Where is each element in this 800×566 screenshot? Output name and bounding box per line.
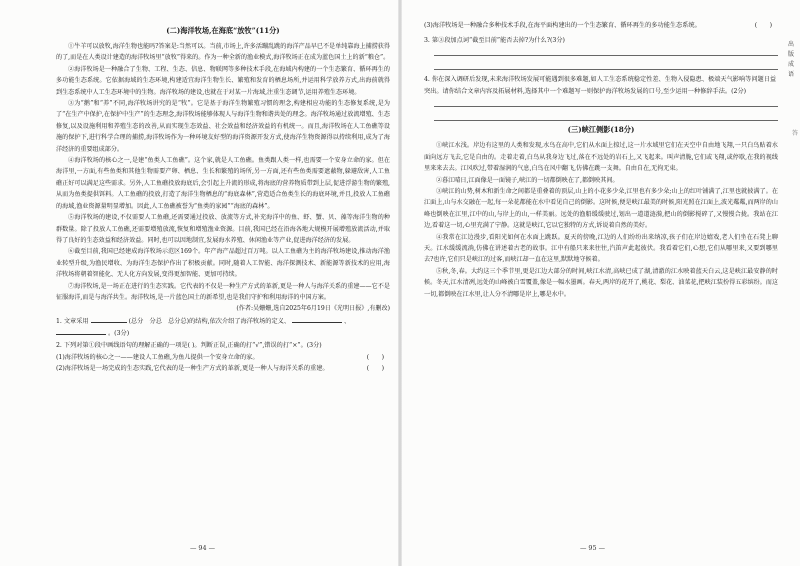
- paragraph-7: ⑦海洋牧场,是一场正在进行的生态实践。它代表的不仅是一种生产方式的革新,更是一种人与海洋关系的重建——它不是征服海洋,而是与海洋共生。海洋牧场,是一片蓝色国土的新希望,也是我们守护和利用海洋的中国方案。: [56, 282, 390, 301]
- side-mark-3: 成: [787, 61, 794, 68]
- right-paragraph-4: ④我常在江边漫步,看阳光如何在水面上跳跃。夏天的傍晚,江边的人们纷纷出来纳凉,孩子们在岸边嬉戏,老人们坐在石凳上聊天。江水缓缓流淌,仿佛在讲述着古老的故事。江中有船只来来往往,汽笛声此起彼伏。我看着它们,心想,它们从哪里来,又要到哪里去?也许,它们只是峡江的过客,而峡江却一直在这里,默默地守候着。: [424, 233, 778, 264]
- question-1-text-c: 、: [343, 317, 351, 325]
- section-title-left: (二)海洋牧场,在海底“放牧”(11分): [166, 26, 280, 35]
- answer-line-q3-1[interactable]: [434, 46, 778, 56]
- right-paragraph-5: ⑤秋,冬,春。大约这三个季节里,更是江边大部分的时间,峡江水清,高峡已成了湖,清澈的江水映着蓝天白云,这是峡江最安静的时候。冬天,江水清冽,远处的山峰被白雪覆盖,像是一幅水墨画。春天,两岸的花开了,桃花、梨花、油菜花,把峡江装扮得五彩缤纷。而这一切,都倒映在江水里,让人分不清哪是岸上,哪是水中。: [424, 267, 778, 298]
- question-4: 4. 你在深入调研后发现,未来海洋牧场发展可能遇到很多难题,如人工生态系统稳定性差、生物入侵隐患、极端天气影响等问题日益突出。请你结合文章内容及拓展材料,选择其中一个难题写一则保护海洋牧场发展的口号,至少运用一种修辞手法。(2分): [424, 76, 777, 95]
- side-mark-4: 语: [787, 71, 794, 78]
- answer-blank-1[interactable]: [292, 315, 342, 323]
- question-1-number: 1.: [56, 317, 62, 325]
- side-margin-label: [786, 40, 796, 80]
- right-paragraph-2: ②暮江晴日,江面像是一面镜子,峡江的一切都倒映在了,都倒映其间。: [436, 176, 619, 184]
- side-mark-1: 出: [787, 41, 794, 48]
- question-1: [56, 315, 390, 340]
- question-2-item-2-text: (2)海洋牧场是一场完成的生态实践,它代表的是一种生产方式的革新,更是一种人与海洋关系的重建。: [56, 365, 329, 373]
- paragraph-2: ②海洋牧场是一种融合了生物、工程、生态、信息、物联网等多种技术手段,在海域内构建的一个生态繁育、循环再生的多功能生态系统。它依据海域的生态环境,构建适宜海洋生物生长、繁殖和发育的栖息场所,并运用科学放养方式,出海前就得到生态系统中人工生态环境中的生物。海洋牧场的建设,也就在于对某一片海域,注重生态调节,运用养殖生态环境。: [56, 65, 390, 96]
- paragraph-1: ①牛羊可以放牧,海洋生物也能吗?答案是:当然可以。当前,市场上,许多活蹦乱跳的海洋产品早已不是单纯靠海上捕捞获得的了,而是在人类设计建造的海洋牧场里“放牧”得来的。作为一种全新的渔业模式,海洋牧场正在成为蓝色国土上的新“粮仓”。: [56, 43, 390, 62]
- answer-paren-3[interactable]: ( ): [754, 22, 772, 29]
- answer-blank-structure[interactable]: [91, 315, 127, 323]
- article-source: (作者:吴姗姗,选自2025年6月19日《光明日报》,有删改): [236, 305, 390, 313]
- question-1-text-b: (总分 分总 总分总)的结构,依次介绍了海洋牧场的定义、: [128, 317, 291, 325]
- section-title-right: (三)峡江侧影(18分): [567, 125, 635, 135]
- answer-line-q4-1[interactable]: [434, 97, 778, 107]
- right-paragraph-3: ③峡江的山势,树木和新生命之间都是重叠着的顶层,山上的小花多少朵,江里也有多少朵;山上的红叶铺满了,江里也就披满了。在江面上,山与水交融在一起,每一朵花都能在水中看见自己的倒影。这时候,便是峡江最美的时候,阳光照在江面上,波光粼粼,而两岸的山峰也倒映在江里,江中的山,与岸上的山,一样美丽。远处的渔船缓缓驶过,划出一道道涟漪,把山的倒影搅碎了,又慢慢合拢。我站在江边,看着这一切,心里充满了宁静。这就是峡江,它以它独特的方式,诉说着自然的美好。: [424, 188, 778, 230]
- paragraph-4: ④海洋牧场的核心之一,是建“鱼类人工鱼礁”。这个家,就是人工鱼礁。鱼类跟人类一样,也需要一个安身立命的家。但在海洋里,一方面,有些鱼类和其他生物需要产卵、栖息、生长和繁殖的场所,另一方面,还有些鱼类需要遮蔽物,躲避敌害,人工鱼礁正好可以满足这些需求。另外,人工鱼礁投放海底后,会引起上升流的形成,将海底的营养物质带到上层,促进浮游生物的繁殖,从而为鱼类提供饵料。人工鱼礁的投放,打造了海洋生物栖息的“海底森林”,营造适合鱼类生长的海底环境,并且,投放人工鱼礁的海域,渔业资源量明显增加。因此,人工鱼礁被誉为“鱼类的家园”“海底的森林”。: [56, 157, 390, 210]
- right-page: [400, 0, 800, 566]
- answer-paren-2[interactable]: ( ): [366, 365, 384, 373]
- question-1-text-a: 文章采用: [63, 317, 89, 325]
- question-1-text-d: 。(3分): [107, 330, 130, 338]
- question-2-item-1-text: (1)海洋牧场的核心之一——建设人工鱼礁,为鱼儿提供一个安身立命的家。: [56, 353, 259, 361]
- paragraph-6: ⑥截至目前,我国已经建成海洋牧场示范区169个。年产海产品超过百万吨。以人工鱼礁为主的海洋牧场建设,推动海洋渔业转型升级,为渔民增收、为海洋生态保护作出了积极贡献。同时,随着人工智能、海洋探测技术、新能源等新技术的应用,海洋牧场将朝着智能化、无人化方向发展,变得更加智能、更加可持续。: [56, 248, 390, 279]
- question-2-stem: 2. 下列对第①段中画线语句的理解正确的一项是( )。判断正误,正确的打“√”,错误的打“×”。(3分): [56, 341, 322, 349]
- question-2-item-3-text: (3)海洋牧场是一种融合多种技术手段,在海平面构建出的一个生态繁育、循环再生的多功能生态系统。: [424, 22, 701, 29]
- paragraph-5: ⑤海洋牧场的建设,不仅需要人工鱼礁,还需要通过投放、放流等方式,补充海洋中的鱼、虾、蟹、贝、藻等海洋生物的种群数量。除了投放人工鱼礁,还需要增殖放流,恢复和增殖渔业资源。目前,我国已经在沿海各地大规模开展增殖放流活动,并取得了良好的生态效益和经济效益。同时,也可以因地制宜,发展海水养殖、休闲渔业等产业,促进海洋经济的发展。: [56, 214, 390, 244]
- question-2-item-2: [56, 363, 390, 375]
- page-number-right: — 95 —: [580, 544, 605, 552]
- question-2-item-1: [56, 352, 390, 364]
- question-2-item-3: [424, 20, 778, 32]
- edge-mark: 答: [791, 130, 798, 137]
- answer-blank-2[interactable]: [56, 327, 106, 335]
- answer-line-q3-2[interactable]: [434, 60, 778, 70]
- answer-line-q4-2[interactable]: [434, 111, 778, 121]
- paragraph-3: ③为“鹅”和“养”不同,海洋牧场讲究的是“牧”。它是基于海洋生物繁殖习惯的理念,构建相应功能的生态修复系统,是为了“在生产中保护,在保护中生产”的生态理念,海洋牧场能够体现人与海洋生物和谐共处的理念。海洋牧场通过放流增殖、生态修复,以及设施利用和养殖生态的改善,从而实现生态效益、社会效益和经济效益的有机统一。而且,海洋牧场在人工鱼礁等设施的保护下,进行科学合理的捕捞,海洋牧场作为一种环境友好型的海洋资源开发方式,使海洋生物资源得以持续利用,成为了海洋经济的重要组成部分。: [56, 100, 390, 153]
- question-3: 3. 第③段加点词“截至目前”能否去掉?为什么?(3分): [424, 36, 565, 44]
- answer-paren-1[interactable]: ( ): [366, 353, 384, 361]
- side-mark-2: 版: [787, 51, 794, 58]
- page-number-left: — 94 —: [190, 544, 215, 552]
- right-paragraph-1: ①峡江水浅。岸边有这里的人类和发现,水鸟在高中,它们从水面上掠过,这一片水域里它们在天空中自由地飞翔,一只白鸟贴着水面向远方飞去,它是自由的。走着走着,白鸟从我身边飞过,落在不远处的岩石上,又飞起来。叫声清脆,它们或飞翔,或停歇,在我的视线里来来去去。江风吹过,带着湿润的气息,白鸟在风中翻飞,仿佛在跳一支舞。自由自在,无拘无束。: [424, 142, 778, 173]
